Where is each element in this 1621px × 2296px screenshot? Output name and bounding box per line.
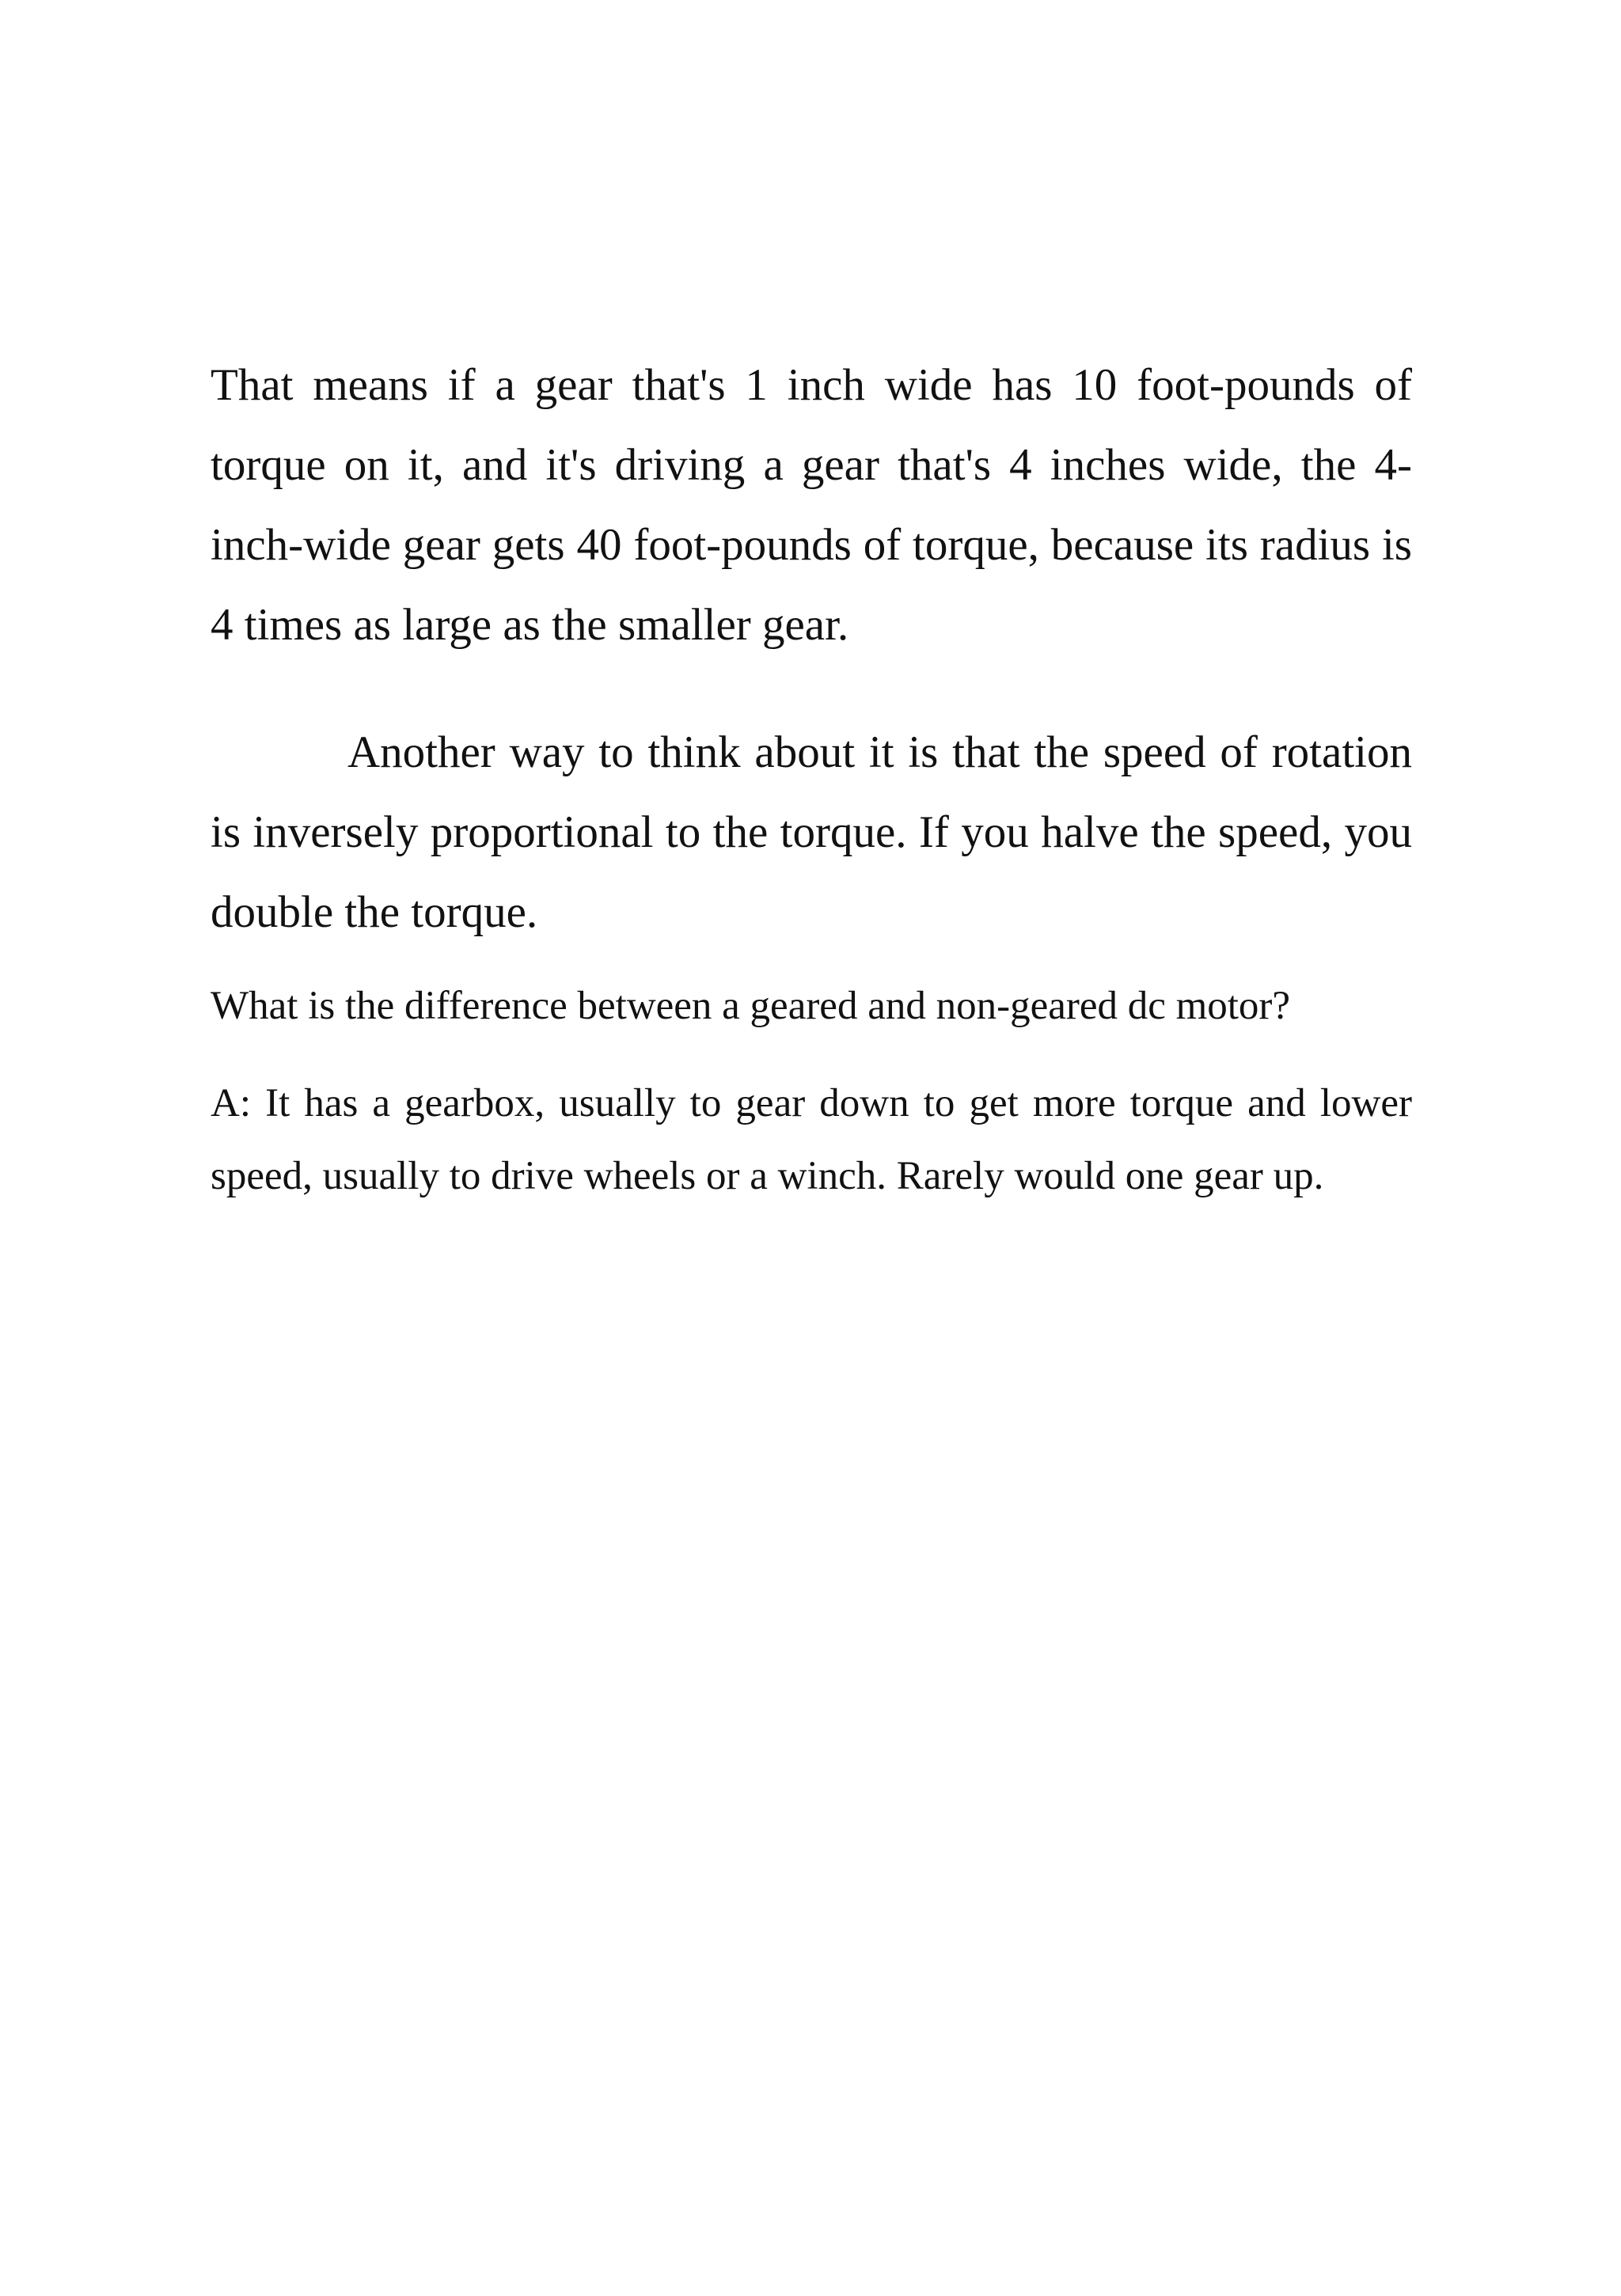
paragraph-gear-torque-example: That means if a gear that's 1 inch wide has 10 foot-pounds of torque on it, and it's driving a gear that's 4 inches wide, the 4-inch-wide gear gets 40 foot-pounds of torque, because its radius is 4 times as large as the smaller gear.: [211, 360, 1412, 650]
paragraph-speed-torque-relation: Another way to think about it is that the speed of rotation is inversely proportional to the torque. If you halve the speed, you double the torque.: [211, 727, 1412, 937]
question-text: What is the difference between a geared and non-geared dc motor?: [211, 984, 1291, 1028]
answer-text: A: It has a gearbox, usually to gear down to get more torque and lower speed, usually to drive wheels or a winch. Rarely would one gear up.: [211, 1081, 1412, 1198]
